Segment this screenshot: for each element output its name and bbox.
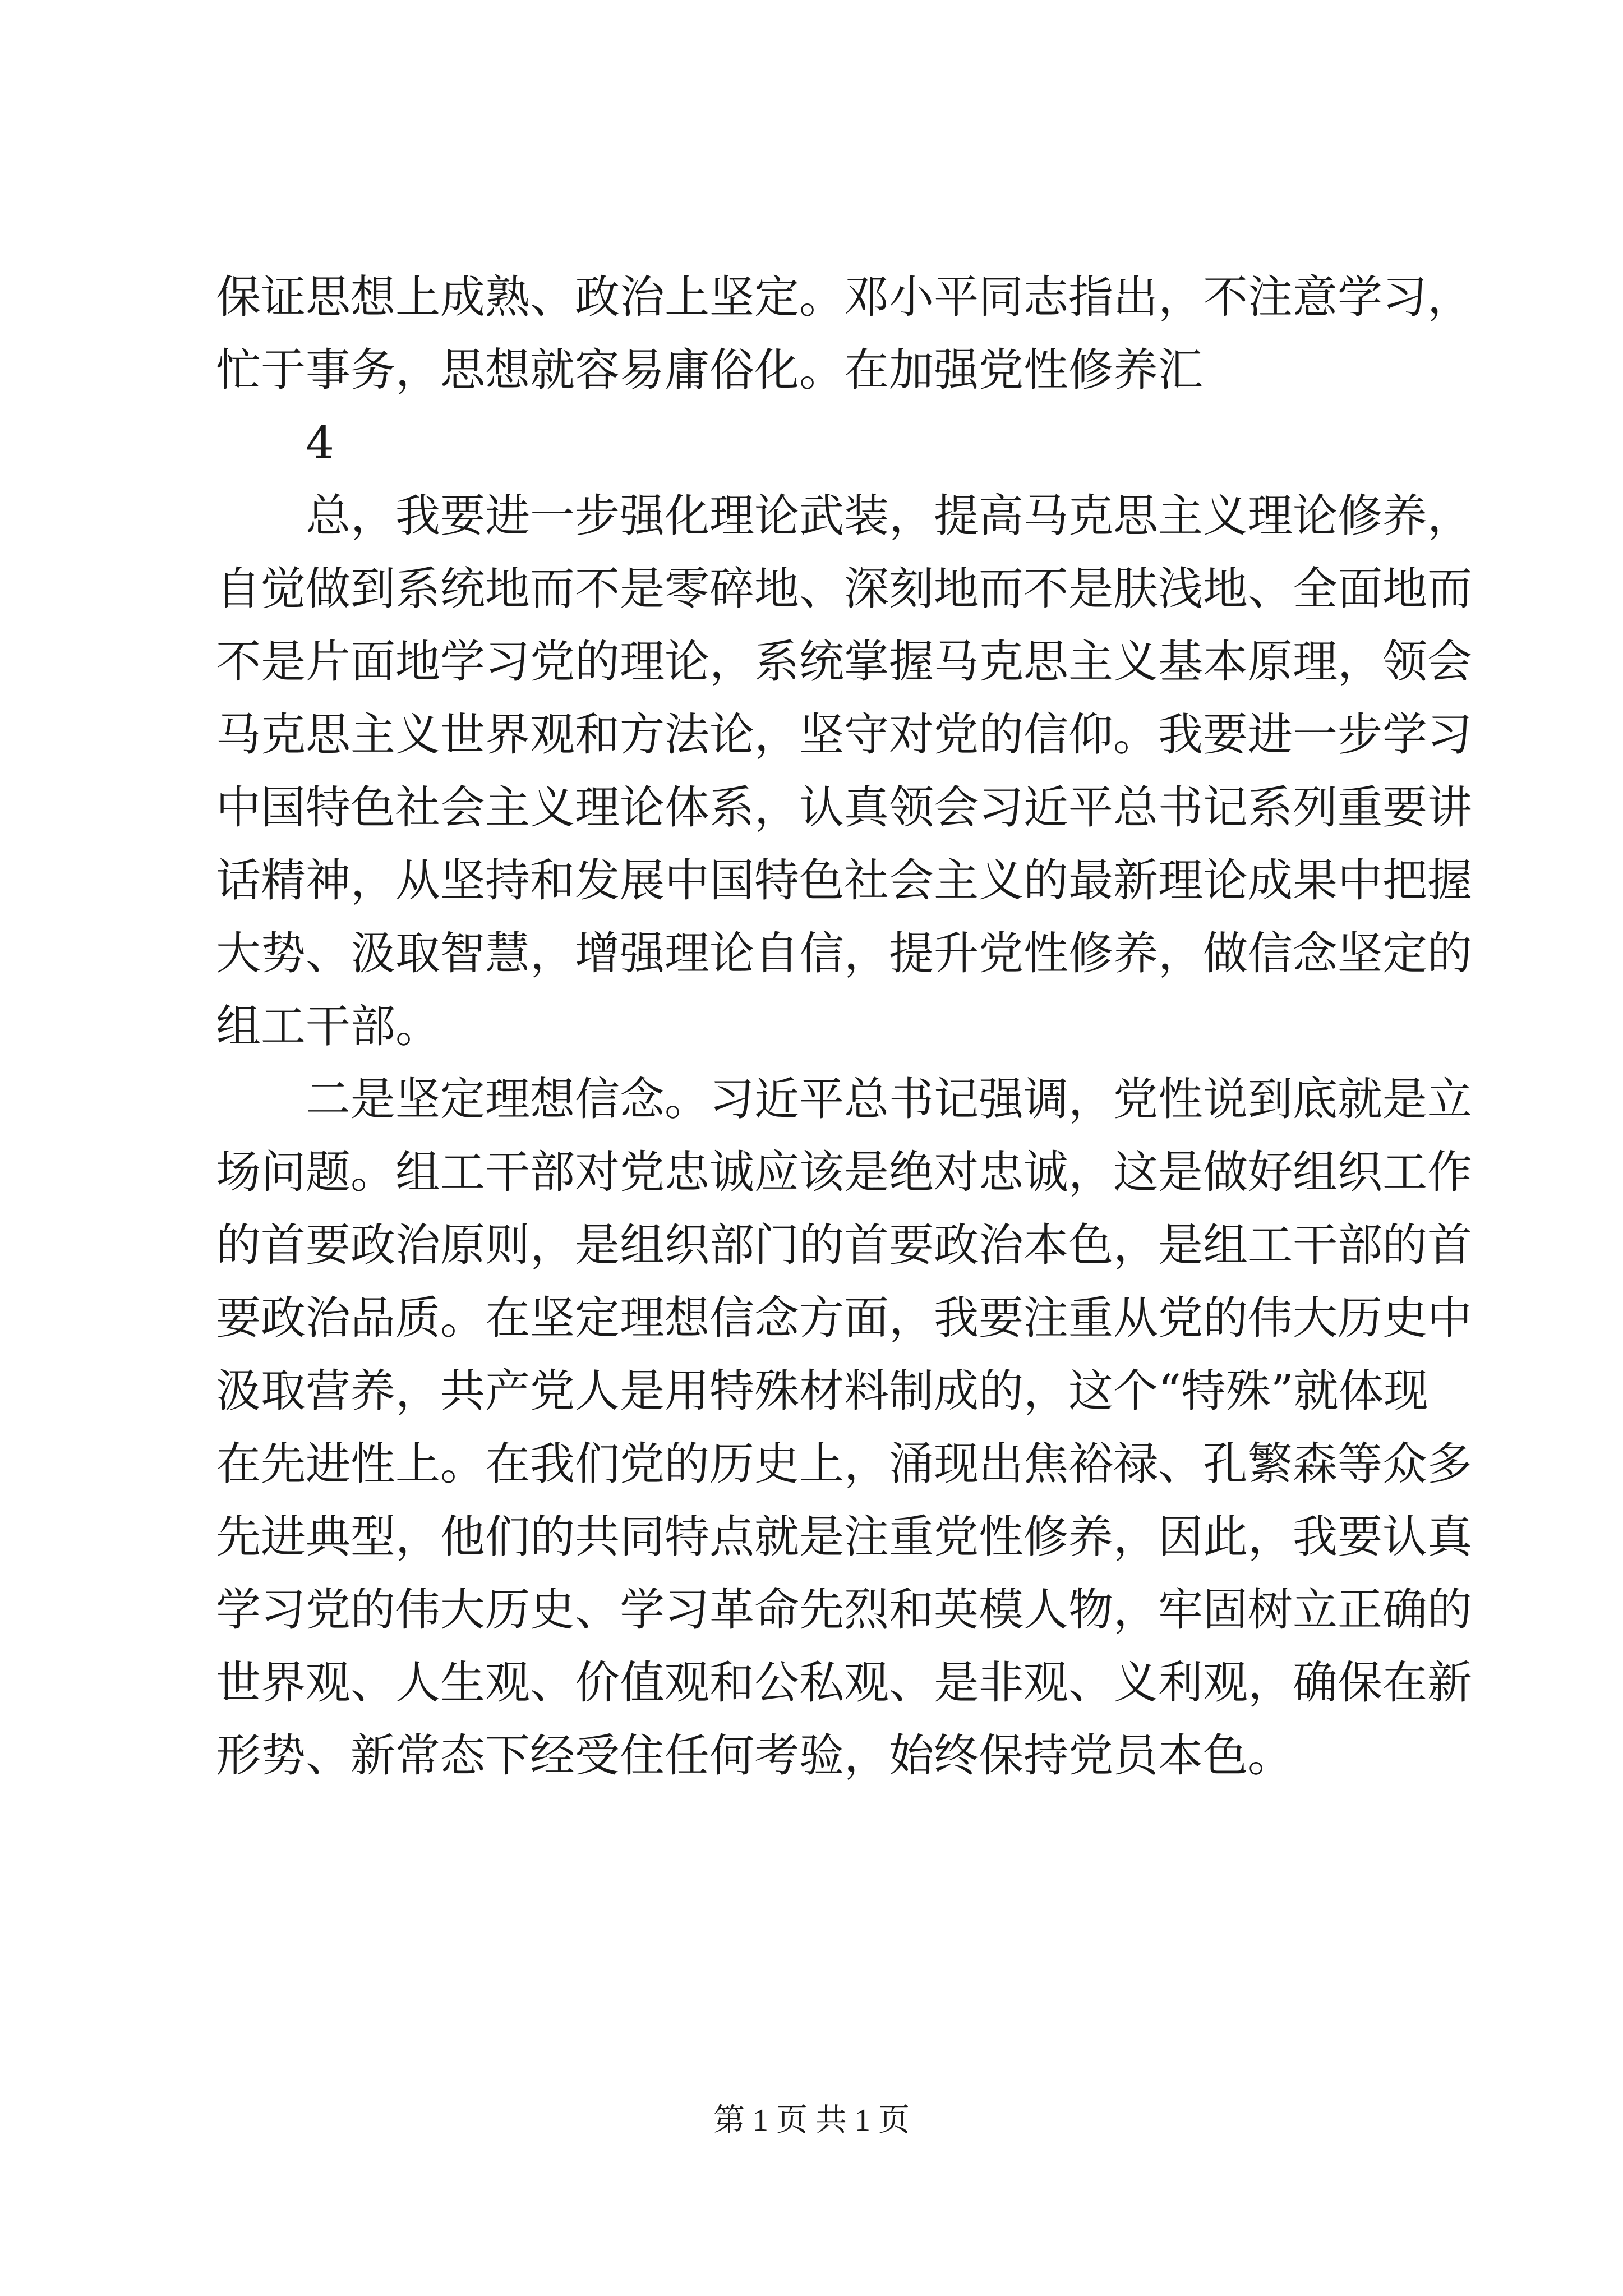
text-line-18: 先进典型，他们的共同特点就是注重党性修养，因此，我要认真 <box>216 1511 1472 1563</box>
text-line-16: 汲取营养，共产党人是用特殊材料制成的，这个“特殊”就体现 <box>216 1365 1428 1417</box>
text-line-2: 忙于事务，思想就容易庸俗化。在加强党性修养汇 <box>216 344 1203 396</box>
text-line-14: 的首要政治原则，是组织部门的首要政治本色，是组工干部的首 <box>216 1219 1472 1271</box>
text-line-13: 场问题。组工干部对党忠诚应该是绝对忠诚，这是做好组织工作 <box>216 1146 1472 1198</box>
text-line-9: 话精神，从坚持和发展中国特色社会主义的最新理论成果中把握 <box>216 854 1472 907</box>
text-line-8: 中国特色社会主义理论体系，认真领会习近平总书记系列重要讲 <box>216 781 1472 834</box>
text-line-6: 不是片面地学习党的理论，系统掌握马克思主义基本原理，领会 <box>216 636 1472 688</box>
text-line-5: 自觉做到系统地而不是零碎地、深刻地而不是肤浅地、全面地而 <box>216 563 1472 615</box>
text-line-15: 要政治品质。在坚定理想信念方面，我要注重从党的伟大历史中 <box>216 1292 1472 1344</box>
text-line-1: 保证思想上成熟、政治上坚定。邓小平同志指出，不注意学习， <box>216 271 1472 323</box>
text-line-17: 在先进性上。在我们党的历史上，涌现出焦裕禄、孔繁森等众多 <box>216 1438 1472 1490</box>
page-footer: 第 1 页 共 1 页 <box>713 2103 910 2138</box>
paragraph-2-start: 二是坚定理想信念。习近平总书记强调，党性说到底就是立 <box>306 1073 1472 1125</box>
text-line-20: 世界观、人生观、价值观和公私观、是非观、义利观，确保在新 <box>216 1657 1472 1709</box>
page-number-marker: 4 <box>306 417 334 469</box>
text-line-4: 总，我要进一步强化理论武装，提高马克思主义理论修养， <box>306 490 1472 542</box>
text-line-7: 马克思主义世界观和方法论，坚守对党的信仰。我要进一步学习 <box>216 708 1472 761</box>
text-line-10: 大势、汲取智慧，增强理论自信，提升党性修养，做信念坚定的 <box>216 927 1472 979</box>
text-line-19: 学习党的伟大历史、学习革命先烈和英模人物，牢固树立正确的 <box>216 1584 1472 1636</box>
text-line-11: 组工干部。 <box>216 1000 440 1052</box>
text-line-21: 形势、新常态下经受住任何考验，始终保持党员本色。 <box>216 1729 1293 1782</box>
